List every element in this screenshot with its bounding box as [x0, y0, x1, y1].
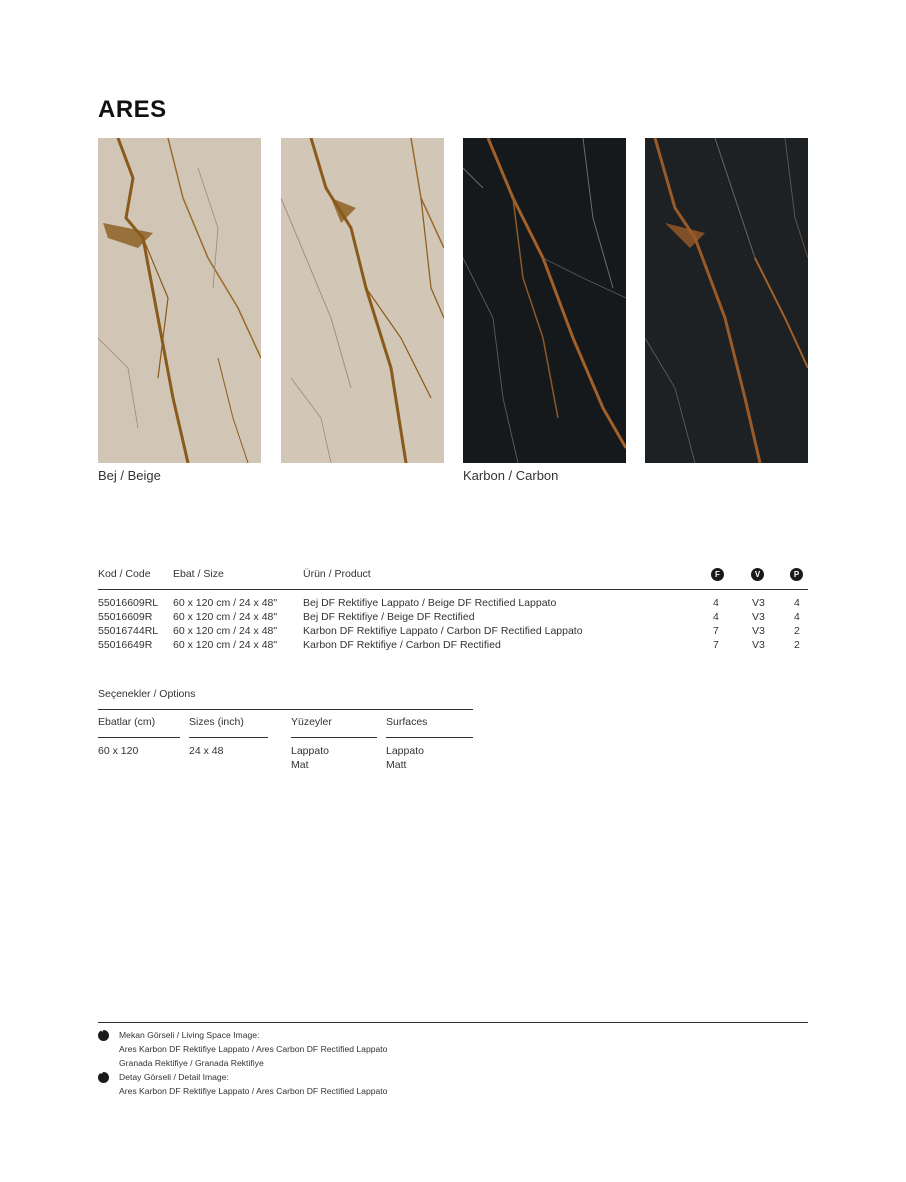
options-col-rule [291, 737, 377, 738]
frost-resistance-icon: F [711, 568, 724, 581]
options-header-inch: Sizes (inch) [189, 716, 244, 728]
living-space-line: Granada Rektifiye / Granada Rektifiye [119, 1058, 264, 1068]
detail-image-line: Ares Karbon DF Rektifiye Lappato / Ares Carbon DF Rectified Lappato [119, 1086, 388, 1096]
cell-p: 4 [794, 597, 800, 609]
cell-v: V3 [752, 611, 765, 623]
options-header-yuzeyler: Yüzeyler [291, 716, 332, 728]
cell-product: Karbon DF Rektifiye Lappato / Carbon DF Rectified Lappato [303, 625, 583, 637]
options-col-rule [386, 737, 473, 738]
options-col-rule [98, 737, 180, 738]
surface-option: Lappato [386, 745, 424, 757]
carbon-swatch-image [645, 138, 808, 463]
table-row [0, 597, 906, 611]
carbon-caption: Karbon / Carbon [463, 468, 559, 483]
table-divider [98, 589, 808, 590]
cell-f: 7 [713, 625, 719, 637]
page-title: ARES [98, 96, 167, 123]
beige-caption: Bej / Beige [98, 468, 161, 483]
cell-f: 4 [713, 611, 719, 623]
header-code: Kod / Code [98, 568, 151, 580]
beige-swatch-image [98, 138, 261, 463]
options-value-cm: 60 x 120 [98, 745, 139, 757]
options-title: Seçenekler / Options [98, 688, 196, 700]
cell-product: Karbon DF Rektifiye / Carbon DF Rectified [303, 639, 501, 651]
cell-v: V3 [752, 625, 765, 637]
options-value-yuzeyler [291, 744, 329, 772]
header-size: Ebat / Size [173, 568, 224, 580]
cell-v: V3 [752, 639, 765, 651]
cell-p: 2 [794, 639, 800, 651]
table-row [0, 611, 906, 625]
cell-p: 2 [794, 625, 800, 637]
detail-image-icon [98, 1072, 109, 1083]
options-value-surfaces [386, 744, 424, 772]
cell-size: 60 x 120 cm / 24 x 48" [173, 597, 278, 609]
options-value-inch: 24 x 48 [189, 745, 224, 757]
cell-size: 60 x 120 cm / 24 x 48" [173, 625, 278, 637]
cell-product: Bej DF Rektifiye / Beige DF Rectified [303, 611, 475, 623]
footer-divider [98, 1022, 808, 1023]
cell-code: 55016744RL [98, 625, 159, 637]
cell-code: 55016649R [98, 639, 153, 651]
surface-option: Lappato [291, 745, 329, 757]
living-space-icon [98, 1030, 109, 1041]
carbon-swatch-image [463, 138, 626, 463]
options-col-rule [189, 737, 268, 738]
cell-f: 7 [713, 639, 719, 651]
options-divider [98, 709, 473, 710]
options-header-cm: Ebatlar (cm) [98, 716, 156, 728]
surface-option: Matt [386, 759, 407, 771]
table-row [0, 625, 906, 639]
cell-size: 60 x 120 cm / 24 x 48" [173, 611, 278, 623]
living-space-label: Mekan Görseli / Living Space Image: [119, 1030, 260, 1040]
table-row [0, 639, 906, 653]
living-space-line: Ares Karbon DF Rektifiye Lappato / Ares Carbon DF Rectified Lappato [119, 1044, 388, 1054]
cell-v: V3 [752, 597, 765, 609]
surface-option: Mat [291, 759, 309, 771]
cell-size: 60 x 120 cm / 24 x 48" [173, 639, 278, 651]
detail-image-label: Detay Görseli / Detail Image: [119, 1072, 229, 1082]
header-product: Ürün / Product [303, 568, 371, 580]
beige-swatch-image [281, 138, 444, 463]
shade-variation-icon: V [751, 568, 764, 581]
pei-icon: P [790, 568, 803, 581]
options-header-surfaces: Surfaces [386, 716, 428, 728]
cell-p: 4 [794, 611, 800, 623]
cell-f: 4 [713, 597, 719, 609]
cell-product: Bej DF Rektifiye Lappato / Beige DF Rectified Lappato [303, 597, 557, 609]
cell-code: 55016609R [98, 611, 153, 623]
cell-code: 55016609RL [98, 597, 159, 609]
